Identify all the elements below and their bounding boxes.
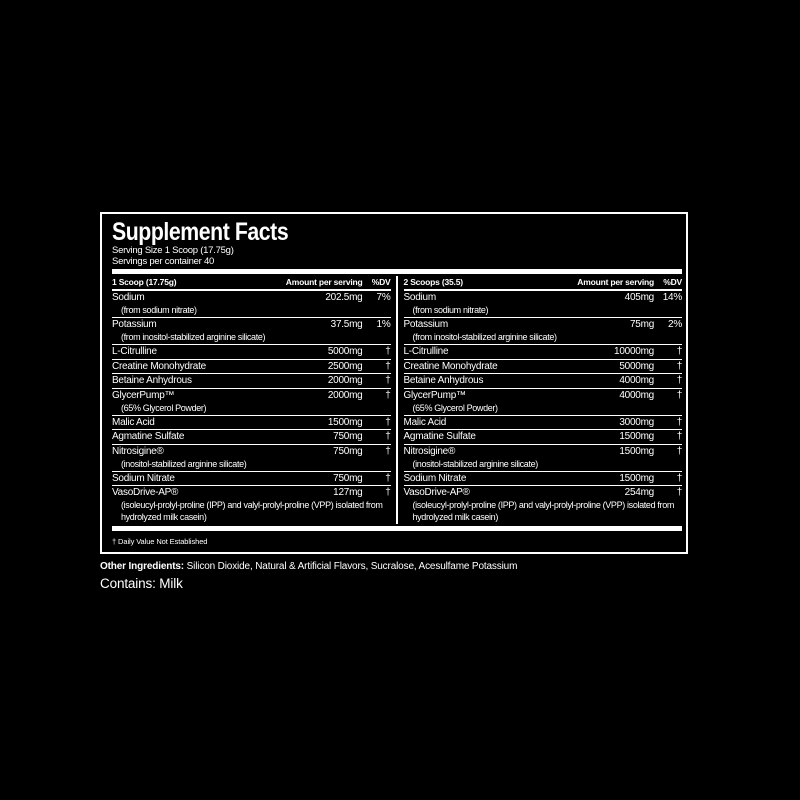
ingredient-name: VasoDrive-AP® — [112, 487, 179, 498]
ingredient-dv: † — [676, 346, 682, 357]
supplement-facts-panel — [100, 212, 688, 554]
ingredient-name: Potassium — [112, 319, 157, 330]
ingredient-name: Nitrosigine® — [403, 445, 456, 457]
ingredient-description: (from sodium nitrate) — [412, 305, 489, 315]
ingredient-dv: † — [385, 487, 391, 498]
table-row — [404, 471, 683, 486]
contains-statement: Contains: Milk — [100, 576, 183, 591]
ingredient-amount: 750mg — [333, 431, 363, 442]
table-row — [404, 429, 683, 444]
ingredient-amount: 254mg — [624, 487, 654, 498]
column-header — [112, 276, 391, 291]
ingredient-amount: 37.5mg — [330, 319, 363, 330]
ingredient-dv: † — [385, 472, 391, 484]
facts-column-1 — [112, 276, 396, 524]
ingredient-line — [404, 445, 683, 459]
ingredient-amount: 1500mg — [619, 472, 654, 484]
column-header — [404, 276, 683, 291]
ingredient-name: VasoDrive-AP® — [403, 487, 470, 498]
ingredient-dv: 14% — [662, 292, 682, 303]
ingredient-amount: 2500mg — [327, 360, 363, 372]
header-serving-label: 1 Scoop (17.75g) — [112, 277, 177, 287]
ingredient-name: Creatine Monohydrate — [403, 360, 498, 372]
table-row — [404, 291, 683, 317]
header-serving-label: 2 Scoops (35.5) — [403, 277, 463, 287]
daily-value-footnote: † Daily Value Not Established — [112, 537, 208, 546]
table-row — [112, 388, 391, 415]
ingredient-line — [404, 389, 683, 403]
ingredient-dv: † — [676, 360, 682, 372]
ingredient-line — [112, 360, 391, 374]
table-row — [404, 373, 683, 388]
ingredient-description: (from inositol-stabilized arginine silicate) — [121, 332, 266, 342]
table-row — [112, 429, 391, 444]
table-row — [404, 344, 683, 359]
ingredient-line — [112, 318, 391, 332]
ingredient-dv: † — [385, 431, 391, 442]
table-row — [404, 359, 683, 374]
header-amount-label: Amount per serving — [577, 277, 654, 287]
ingredient-line — [404, 360, 683, 374]
ingredient-description: (from sodium nitrate) — [121, 305, 197, 315]
ingredient-name: Malic Acid — [403, 416, 447, 428]
ingredient-amount: 2000mg — [327, 375, 363, 386]
ingredient-amount: 750mg — [333, 472, 363, 484]
ingredient-name: Nitrosigine® — [112, 445, 164, 457]
ingredient-dv: † — [385, 375, 391, 386]
ingredient-amount: 202.5mg — [325, 292, 363, 303]
ingredient-line — [112, 291, 391, 305]
ingredient-dv: † — [676, 416, 682, 428]
ingredient-description: (65% Glycerol Powder) — [121, 402, 207, 413]
other-ingredients — [100, 560, 660, 573]
table-row — [404, 485, 683, 524]
ingredient-name: Malic Acid — [112, 416, 155, 428]
ingredient-line — [404, 291, 683, 305]
ingredient-amount: 5000mg — [619, 360, 654, 372]
ingredient-dv: † — [676, 431, 682, 442]
ingredient-name: GlycerPump™ — [403, 389, 466, 401]
table-row — [404, 444, 683, 471]
ingredient-amount: 1500mg — [619, 445, 654, 457]
ingredient-amount: 1500mg — [327, 416, 363, 428]
ingredient-name: Betaine Anhydrous — [403, 375, 484, 386]
table-row — [112, 415, 391, 430]
ingredient-dv: † — [676, 472, 682, 484]
ingredient-amount: 750mg — [333, 445, 363, 457]
table-row — [112, 291, 391, 317]
table-row — [112, 485, 391, 524]
ingredient-line — [404, 486, 683, 500]
ingredient-line — [112, 445, 391, 459]
ingredient-amount: 75mg — [629, 319, 654, 330]
header-amount-label: Amount per serving — [285, 277, 363, 287]
thick-rule-top — [112, 269, 682, 274]
ingredient-name: Betaine Anhydrous — [112, 375, 192, 386]
ingredient-amount: 405mg — [624, 292, 654, 303]
ingredient-name: Agmatine Sulfate — [112, 431, 185, 442]
ingredient-description: (65% Glycerol Powder) — [412, 402, 498, 413]
ingredient-line — [112, 345, 391, 359]
servings-per-container: Servings per container 40 — [112, 256, 215, 267]
ingredient-name: L-Citrulline — [112, 346, 157, 357]
ingredient-line — [404, 374, 683, 388]
ingredient-amount: 4000mg — [619, 389, 654, 401]
ingredient-line — [112, 472, 391, 486]
ingredient-name: Creatine Monohydrate — [112, 360, 206, 372]
ingredient-description: (isoleucyl-prolyl-proline (IPP) and valyl-prolyl-proline (VPP) isolated from hydrolyzed milk casein) — [412, 500, 674, 522]
ingredient-description: (from inositol-stabilized arginine silicate) — [412, 332, 557, 342]
ingredient-dv: † — [676, 389, 682, 401]
table-row — [112, 373, 391, 388]
ingredient-dv: † — [676, 375, 682, 386]
serving-size: Serving Size 1 Scoop (17.75g) — [112, 245, 234, 256]
ingredient-description: (isoleucyl-prolyl-proline (IPP) and valyl-prolyl-proline (VPP) isolated from hydrolyzed milk casein) — [121, 500, 383, 522]
ingredient-amount: 2000mg — [327, 389, 363, 401]
table-row — [404, 317, 683, 344]
ingredient-line — [112, 389, 391, 403]
ingredient-dv: † — [385, 346, 391, 357]
ingredient-line — [404, 345, 683, 359]
table-row — [112, 317, 391, 344]
ingredient-dv: † — [385, 389, 391, 401]
ingredient-dv: 7% — [376, 292, 391, 303]
ingredient-name: Agmatine Sulfate — [403, 431, 476, 442]
ingredient-description: (inositol-stabilized arginine silicate) — [121, 458, 247, 469]
other-ingredients-label: Other Ingredients: — [100, 561, 184, 572]
ingredient-line — [404, 416, 683, 430]
ingredient-line — [404, 430, 683, 444]
facts-columns — [112, 276, 682, 524]
table-row — [404, 415, 683, 430]
ingredient-line — [112, 374, 391, 388]
ingredient-amount: 3000mg — [619, 416, 654, 428]
ingredient-dv: † — [676, 445, 682, 457]
ingredient-name: Potassium — [403, 319, 448, 330]
thick-rule-bottom — [112, 526, 682, 531]
table-row — [112, 359, 391, 374]
table-row — [112, 444, 391, 471]
ingredient-amount: 1500mg — [619, 431, 654, 442]
ingredient-amount: 10000mg — [614, 346, 654, 357]
ingredient-name: Sodium Nitrate — [403, 472, 467, 484]
ingredient-line — [404, 318, 683, 332]
panel-title: Supplement Facts — [112, 218, 289, 246]
ingredient-name: GlycerPump™ — [112, 389, 175, 401]
ingredient-line — [404, 472, 683, 486]
ingredient-amount: 5000mg — [327, 346, 363, 357]
other-ingredients-text: Silicon Dioxide, Natural & Artificial Flavors, Sucralose, Acesulfame Potassium — [183, 561, 518, 572]
header-dv-label: %DV — [663, 277, 682, 287]
table-row — [404, 388, 683, 415]
ingredient-line — [112, 430, 391, 444]
ingredient-amount: 4000mg — [619, 375, 654, 386]
ingredient-name: Sodium — [112, 292, 145, 303]
ingredient-line — [112, 416, 391, 430]
header-dv-label: %DV — [371, 277, 391, 287]
table-row — [112, 344, 391, 359]
ingredient-dv: 2% — [668, 319, 682, 330]
ingredient-name: Sodium — [403, 292, 436, 303]
ingredient-name: L-Citrulline — [403, 346, 449, 357]
ingredient-line — [112, 486, 391, 500]
ingredient-name: Sodium Nitrate — [112, 472, 175, 484]
table-row — [112, 471, 391, 486]
ingredient-dv: † — [385, 445, 391, 457]
facts-column-2 — [398, 276, 683, 524]
ingredient-amount: 127mg — [333, 487, 363, 498]
ingredient-description: (inositol-stabilized arginine silicate) — [412, 458, 538, 469]
ingredient-dv: † — [676, 487, 682, 498]
ingredient-dv: 1% — [376, 319, 391, 330]
ingredient-dv: † — [385, 416, 391, 428]
ingredient-dv: † — [385, 360, 391, 372]
